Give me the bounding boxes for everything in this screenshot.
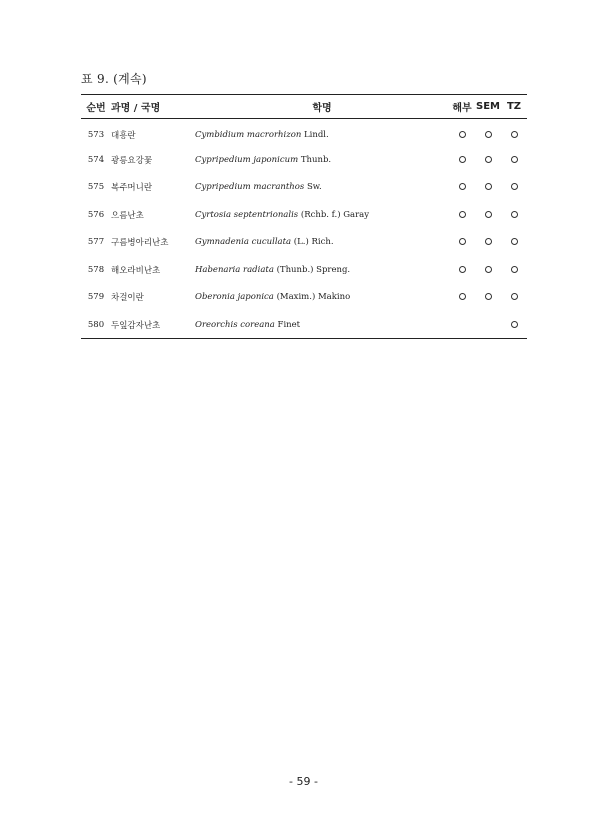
row-korean-name: 복주머니란 <box>111 183 153 194</box>
row-tz-cell <box>501 201 527 229</box>
scientific-name-author: Lindl. <box>301 129 329 140</box>
row-sem-cell <box>475 284 501 312</box>
table-row <box>81 174 527 202</box>
circle-mark-icon <box>511 293 518 300</box>
row-sem-cell <box>475 201 501 229</box>
row-no: 574 <box>87 154 105 165</box>
scientific-name-italic: Habenaria radiata <box>195 264 274 275</box>
scientific-name-author: (Rchb. f.) Garay <box>298 209 370 220</box>
circle-mark-icon <box>459 293 466 300</box>
circle-mark-icon <box>485 293 492 300</box>
row-sem-cell <box>475 174 501 202</box>
row-tz-cell <box>501 311 527 339</box>
row-tz-cell <box>501 174 527 202</box>
scientific-name-author: Finet <box>274 319 301 330</box>
circle-mark-icon <box>485 238 492 245</box>
row-tz-cell <box>501 146 527 174</box>
row-scientific-name <box>195 201 449 229</box>
row-no: 580 <box>81 311 111 339</box>
table-row <box>81 119 527 147</box>
row-tz-cell <box>501 119 527 147</box>
circle-mark-icon <box>459 266 466 273</box>
table-header-row <box>81 95 527 119</box>
table-row <box>81 146 527 174</box>
row-scientific-name <box>195 256 449 284</box>
circle-mark-icon <box>511 156 518 163</box>
row-scientific-name <box>195 119 449 147</box>
circle-mark-icon <box>459 131 466 138</box>
table-row <box>81 229 527 257</box>
header-family: 과명 / 국명 <box>111 95 195 119</box>
scientific-name-italic: Gymnadenia cucullata <box>195 237 292 248</box>
table-row <box>81 284 527 312</box>
row-haebu-cell <box>449 174 475 202</box>
species-table <box>81 94 527 339</box>
circle-mark-icon <box>511 321 518 328</box>
scientific-name-author: Thunb. <box>298 154 332 165</box>
row-haebu-cell <box>449 146 475 174</box>
row-no: 573 <box>87 129 105 140</box>
circle-mark-icon <box>485 131 492 138</box>
circle-mark-icon <box>511 211 518 218</box>
row-korean-name: 광릉요강꽃 <box>111 155 153 166</box>
row-sem-cell <box>475 311 501 339</box>
page-number: - 59 - <box>289 775 318 788</box>
scientific-name-author: Sw. <box>304 182 322 193</box>
row-haebu-cell <box>449 119 475 147</box>
circle-mark-icon <box>485 211 492 218</box>
circle-mark-icon <box>485 183 492 190</box>
row-korean-name: 으름난초 <box>111 210 144 221</box>
row-haebu-cell <box>449 229 475 257</box>
row-tz-cell <box>501 229 527 257</box>
header-no: 순번 <box>81 95 111 119</box>
scientific-name-italic: Cypripedium macranthos <box>195 182 305 193</box>
scientific-name-italic: Oreorchis coreana <box>195 319 275 330</box>
row-scientific-name <box>195 311 449 339</box>
table-row <box>81 201 527 229</box>
row-haebu-cell <box>449 284 475 312</box>
row-korean-name: 해오라비난초 <box>111 265 161 276</box>
circle-mark-icon <box>485 266 492 273</box>
row-korean-name: 두잎감자난초 <box>111 311 195 339</box>
row-scientific-name <box>195 284 449 312</box>
row-scientific-name <box>195 229 449 257</box>
circle-mark-icon <box>511 266 518 273</box>
circle-mark-icon <box>511 131 518 138</box>
row-haebu-cell <box>449 256 475 284</box>
circle-mark-icon <box>459 238 466 245</box>
row-no: 575 <box>87 182 105 193</box>
row-sem-cell <box>475 229 501 257</box>
row-sem-cell <box>475 146 501 174</box>
row-scientific-name <box>195 174 449 202</box>
table-caption: 표 9. (계속) <box>81 72 147 86</box>
row-no: 576 <box>87 209 105 220</box>
circle-mark-icon <box>511 183 518 190</box>
circle-mark-icon <box>511 238 518 245</box>
header-sem: SEM <box>475 95 501 119</box>
row-no: 579 <box>87 292 105 303</box>
circle-mark-icon <box>485 156 492 163</box>
circle-mark-icon <box>459 211 466 218</box>
circle-mark-icon <box>459 156 466 163</box>
scientific-name-italic: Cyrtosia septentrionalis <box>195 209 299 220</box>
row-sem-cell <box>475 119 501 147</box>
row-scientific-name <box>195 146 449 174</box>
scientific-name-author: (Maxim.) Makino <box>273 292 351 303</box>
row-korean-name: 대흥란 <box>111 130 136 141</box>
row-tz-cell <box>501 284 527 312</box>
circle-mark-icon <box>459 183 466 190</box>
row-haebu-cell <box>449 201 475 229</box>
row-tz-cell <box>501 256 527 284</box>
scientific-name-author: (L.) Rich. <box>291 237 334 248</box>
scientific-name-italic: Oberonia japonica <box>195 292 274 303</box>
row-korean-name: 구름병아리난초 <box>111 238 169 249</box>
header-scientific-name: 학명 <box>195 95 449 119</box>
scientific-name-italic: Cypripedium japonicum <box>195 154 299 165</box>
table-row <box>81 311 527 339</box>
table-row <box>81 256 527 284</box>
row-no: 578 <box>87 264 105 275</box>
header-tz: TZ <box>501 95 527 119</box>
scientific-name-author: (Thunb.) Spreng. <box>273 264 351 275</box>
header-haebu: 해부 <box>449 95 475 119</box>
row-no: 577 <box>87 237 105 248</box>
row-korean-name: 차걸이란 <box>111 293 144 304</box>
scientific-name-italic: Cymbidium macrorhizon <box>195 129 302 140</box>
row-haebu-cell <box>449 311 475 339</box>
row-sem-cell <box>475 256 501 284</box>
